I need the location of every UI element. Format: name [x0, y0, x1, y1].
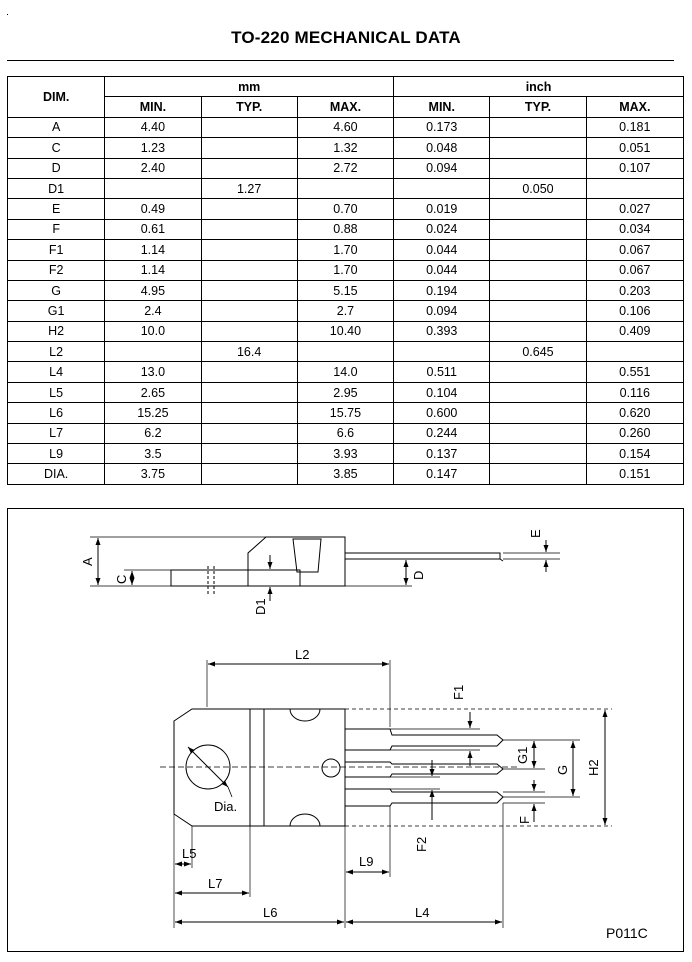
label-L5: L5 — [182, 846, 197, 861]
cell-in-min: 0.511 — [394, 362, 490, 382]
cell-dim: A — [8, 117, 105, 137]
cell-mm-max: 2.72 — [297, 158, 393, 178]
cell-in-max: 0.051 — [586, 138, 683, 158]
inch-max-header: MAX. — [586, 97, 683, 117]
drawing-code: P011C — [606, 925, 648, 941]
cell-mm-min: 6.2 — [105, 423, 201, 443]
cell-mm-min: 4.95 — [105, 280, 201, 300]
cell-dim: G1 — [8, 301, 105, 321]
cell-in-min: 0.194 — [394, 280, 490, 300]
cell-mm-max: 3.93 — [297, 444, 393, 464]
label-L9: L9 — [359, 854, 374, 869]
cell-mm-typ: 1.27 — [201, 178, 297, 198]
cell-dim: E — [8, 199, 105, 219]
cell-mm-min: 2.40 — [105, 158, 201, 178]
inch-typ-header: TYP. — [490, 97, 586, 117]
cell-in-max: 0.203 — [586, 280, 683, 300]
dimension-labels — [80, 529, 601, 920]
cell-mm-max: 5.15 — [297, 280, 393, 300]
cell-in-min: 0.044 — [394, 240, 490, 260]
cell-in-min: 0.173 — [394, 117, 490, 137]
cell-mm-max: 2.95 — [297, 382, 393, 402]
cell-in-max: 0.107 — [586, 158, 683, 178]
cell-mm-min: 13.0 — [105, 362, 201, 382]
cell-mm-max: 4.60 — [297, 117, 393, 137]
cell-mm-max: 3.85 — [297, 464, 393, 484]
label-G: G — [555, 764, 570, 775]
cell-in-max: 0.151 — [586, 464, 683, 484]
label-F1: F1 — [451, 684, 466, 700]
label-H2: H2 — [586, 759, 601, 776]
cell-mm-min: 3.75 — [105, 464, 201, 484]
cell-mm-min: 3.5 — [105, 444, 201, 464]
cell-in-max: 0.106 — [586, 301, 683, 321]
cell-mm-min: 0.61 — [105, 219, 201, 239]
cell-dim: L5 — [8, 382, 105, 402]
cell-dim: L2 — [8, 342, 105, 362]
cell-in-max: 0.067 — [586, 240, 683, 260]
cell-mm-max: 1.32 — [297, 138, 393, 158]
cell-in-min: 0.094 — [394, 158, 490, 178]
cell-in-min: 0.147 — [394, 464, 490, 484]
label-G1: G1 — [515, 746, 530, 764]
label-dia: Dia. — [214, 799, 238, 814]
unit-inch-header: inch — [394, 77, 684, 97]
cell-in-min: 0.244 — [394, 423, 490, 443]
cell-dim: H2 — [8, 321, 105, 341]
cell-mm-max: 0.88 — [297, 219, 393, 239]
side-view — [90, 537, 560, 601]
cell-dim: L6 — [8, 403, 105, 423]
label-F2: F2 — [414, 836, 429, 852]
label-E: E — [528, 529, 543, 538]
cell-dim: F — [8, 219, 105, 239]
label-D1: D1 — [253, 598, 268, 615]
dim-header: DIM. — [8, 77, 105, 118]
cell-in-typ: 0.645 — [490, 342, 586, 362]
cell-in-max: 0.116 — [586, 382, 683, 402]
cell-dim: C — [8, 138, 105, 158]
cell-mm-min: 15.25 — [105, 403, 201, 423]
cell-in-max: 0.181 — [586, 117, 683, 137]
cell-in-max: 0.067 — [586, 260, 683, 280]
cell-in-min: 0.104 — [394, 382, 490, 402]
cell-in-min: 0.600 — [394, 403, 490, 423]
cell-mm-max: 1.70 — [297, 260, 393, 280]
page-title: TO-220 MECHANICAL DATA — [231, 28, 461, 47]
cell-dim: L9 — [8, 444, 105, 464]
cell-dim: F2 — [8, 260, 105, 280]
cell-in-max: 0.154 — [586, 444, 683, 464]
cell-dim: F1 — [8, 240, 105, 260]
cell-mm-min: 10.0 — [105, 321, 201, 341]
mm-max-header: MAX. — [297, 97, 393, 117]
cell-in-max: 0.027 — [586, 199, 683, 219]
cell-dim: G — [8, 280, 105, 300]
cell-mm-max: 0.70 — [297, 199, 393, 219]
cell-in-min: 0.137 — [394, 444, 490, 464]
cell-mm-min: 2.4 — [105, 301, 201, 321]
cell-mm-max: 15.75 — [297, 403, 393, 423]
cell-mm-min: 2.65 — [105, 382, 201, 402]
label-D: D — [411, 570, 426, 580]
cell-in-typ: 0.050 — [490, 178, 586, 198]
cell-in-max: 0.551 — [586, 362, 683, 382]
unit-mm-header: mm — [105, 77, 394, 97]
cell-dim: DIA. — [8, 464, 105, 484]
cell-mm-min: 1.23 — [105, 138, 201, 158]
label-L2: L2 — [295, 647, 310, 662]
cell-mm-min: 0.49 — [105, 199, 201, 219]
label-A: A — [80, 557, 95, 566]
cell-dim: L4 — [8, 362, 105, 382]
front-view — [160, 660, 612, 928]
label-L4: L4 — [415, 905, 430, 920]
cell-in-min: 0.019 — [394, 199, 490, 219]
cell-mm-max: 10.40 — [297, 321, 393, 341]
cell-in-max: 0.260 — [586, 423, 683, 443]
cell-in-min: 0.048 — [394, 138, 490, 158]
label-L7: L7 — [208, 876, 223, 891]
label-L6: L6 — [263, 905, 278, 920]
cell-in-min: 0.393 — [394, 321, 490, 341]
mm-typ-header: TYP. — [201, 97, 297, 117]
cell-mm-min: 4.40 — [105, 117, 201, 137]
cell-in-min: 0.094 — [394, 301, 490, 321]
cell-mm-max: 6.6 — [297, 423, 393, 443]
cell-in-max: 0.409 — [586, 321, 683, 341]
cell-mm-max: 1.70 — [297, 240, 393, 260]
cell-mm-max: 2.7 — [297, 301, 393, 321]
cell-dim: D — [8, 158, 105, 178]
cell-dim: D1 — [8, 178, 105, 198]
cell-mm-max: 14.0 — [297, 362, 393, 382]
inch-min-header: MIN. — [394, 97, 490, 117]
label-C: C — [114, 574, 129, 584]
cell-in-min: 0.044 — [394, 260, 490, 280]
cell-in-min: 0.024 — [394, 219, 490, 239]
cell-dim: L7 — [8, 423, 105, 443]
cell-mm-typ: 16.4 — [201, 342, 297, 362]
cell-in-max: 0.620 — [586, 403, 683, 423]
cell-in-max: 0.034 — [586, 219, 683, 239]
mm-min-header: MIN. — [105, 97, 201, 117]
cell-mm-min: 1.14 — [105, 260, 201, 280]
cell-mm-min: 1.14 — [105, 240, 201, 260]
label-F: F — [517, 816, 532, 824]
